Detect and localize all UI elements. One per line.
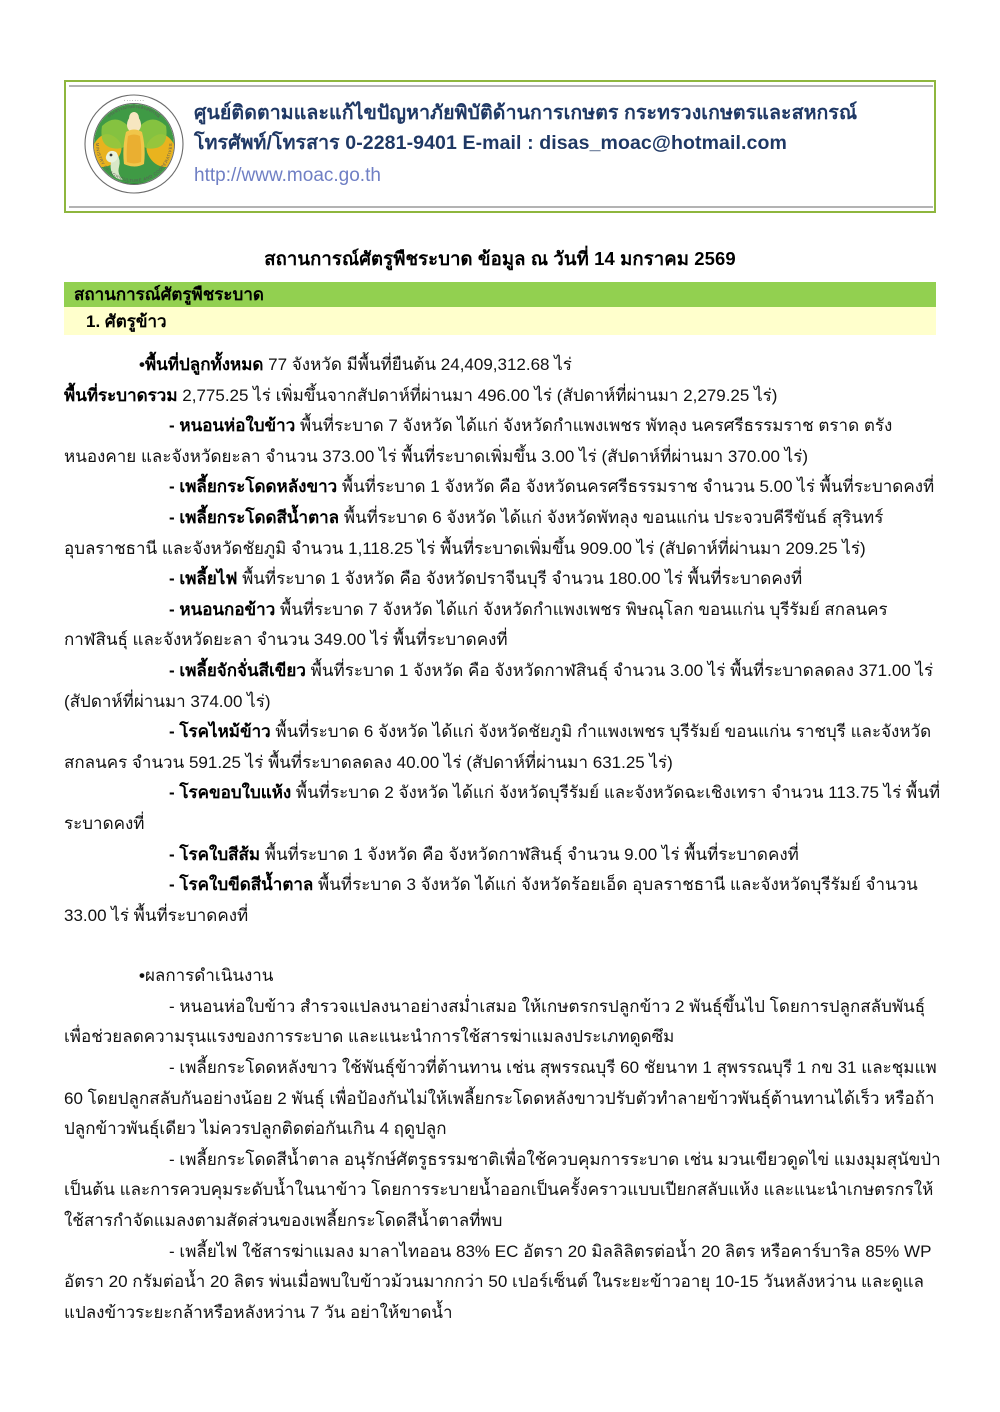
pest-detail: พื้นที่ระบาด 2 จังหวัด ได้แก่ จังหวัดบุรีรัมย์ และจังหวัดฉะเชิงเทรา จำนวน 113.75 ไร่ พื้นที่ระบาดคงที่ xyxy=(64,783,941,833)
pest-detail: พื้นที่ระบาด 6 จังหวัด ได้แก่ จังหวัดพัทลุง ขอนแก่น ประจวบคีรีขันธ์ สุรินทร์ อุบลราชธานี และจังหวัดชัยภูมิ จำนวน 1,118.25 ไร่ พื้นที่ระบาดเพิ่มขึ้น 909.00 ไร่ (สัปดาห์ที่ผ่านมา 209.25 ไร่) xyxy=(64,507,884,558)
letterhead-website-link[interactable]: http://www.moac.go.th xyxy=(194,165,381,186)
pest-detail: พื้นที่ระบาด 3 จังหวัด ได้แก่ จังหวัดร้อยเอ็ด อุบลราชธานี และจังหวัดบุรีรัมย์ จำนวน 33.00 ไร่ พื้นที่ระบาดคงที่ xyxy=(64,875,918,925)
pest-detail: พื้นที่ระบาด 1 จังหวัด คือ จังหวัดกาฬสินธุ์ จำนวน 9.00 ไร่ พื้นที่ระบาดคงที่ xyxy=(260,844,799,864)
document-body xyxy=(64,350,942,1328)
pest-name: - โรคขอบใบแห้ง xyxy=(169,783,292,803)
pest-entry xyxy=(64,717,942,778)
result-item: - หนอนห่อใบข้าว สำรวจแปลงนาอย่างสม่ำเสมอ ให้เกษตรกรปลูกข้าว 2 พันธุ์ขึ้นไป โดยการปลูกสลับพันธุ์ เพื่อช่วยลดความรุนแรงของการระบาด และแนะนำการใช้สารฆ่าแมลงประเภทดูดซึม xyxy=(64,996,926,1047)
pest-entry xyxy=(64,411,942,472)
pest-name: - หนอนกอข้าว xyxy=(169,599,276,619)
svg-text:กระทรวงเกษตรและสหกรณ์: กระทรวงเกษตรและสหกรณ์ xyxy=(106,103,162,119)
total-area-value: 77 จังหวัด มีพื้นที่ยืนต้น 24,409,312.68 ไร่ xyxy=(263,355,572,374)
total-area-paragraph xyxy=(64,350,942,381)
outbreak-total-value: 2,775.25 ไร่ เพิ่มขึ้นจากสัปดาห์ที่ผ่านมา 496.00 ไร่ (สัปดาห์ที่ผ่านมา 2,279.25 ไร่) xyxy=(177,385,778,405)
pest-name: - หนอนห่อใบข้าว xyxy=(169,416,296,436)
pest-name: - โรคใบสีส้ม xyxy=(169,844,261,864)
page-title: สถานการณ์ศัตรูพืชระบาด ข้อมูล ณ วันที่ 14 มกราคม 2569 xyxy=(264,248,736,269)
pest-name: - โรคไหม้ข้าว xyxy=(169,722,271,742)
bullet-marker: • xyxy=(139,966,145,986)
pest-entry xyxy=(64,472,942,503)
svg-text:· · · · · · · ·: · · · · · · · · xyxy=(124,98,144,103)
results-heading-label: ผลการดำเนินงาน xyxy=(144,966,274,986)
pest-detail: พื้นที่ระบาด 1 จังหวัด คือ จังหวัดกาฬสินธุ์ จำนวน 3.00 ไร่ พื้นที่ระบาดลดลง 371.00 ไร่ (สัปดาห์ที่ผ่านมา 374.00 ไร่) xyxy=(64,660,934,711)
pest-entry xyxy=(64,656,942,717)
results-heading xyxy=(64,961,942,992)
letterhead-center-name: ศูนย์ติดตามและแก้ไขปัญหาภัยพิบัติด้านการเกษตร กระทรวงเกษตรและสหกรณ์ xyxy=(194,102,858,124)
pest-detail: พื้นที่ระบาด 7 จังหวัด ได้แก่ จังหวัดกำแพงเพชร พิษณุโลก ขอนแก่น บุรีรัมย์ สกลนคร กาฬสินธุ์ และจังหวัดยะลา จำนวน 349.00 ไร่ พื้นที่ระบาดคงที่ xyxy=(64,599,888,650)
pest-entry xyxy=(64,503,942,564)
pest-detail: พื้นที่ระบาด 7 จังหวัด ได้แก่ จังหวัดกำแพงเพชร พัทลุง นครศรีธรรมราช ตราด ตรัง หนองคาย และจังหวัดยะลา จำนวน 373.00 ไร่ พื้นที่ระบาดเพิ่มขึ้น 3.00 ไร่ (สัปดาห์ที่ผ่านมา 370.00 ไร่) xyxy=(64,416,893,466)
pest-entry xyxy=(64,564,942,595)
subsection-header-label: 1. ศัตรูข้าว xyxy=(86,311,167,331)
pest-name: - เพลี้ยกระโดดสีน้ำตาล xyxy=(169,507,340,527)
logo-container xyxy=(74,88,194,196)
section-header-label: สถานการณ์ศัตรูพืชระบาด xyxy=(74,285,264,304)
pest-entry xyxy=(64,778,942,839)
pest-detail: พื้นที่ระบาด 1 จังหวัด คือ จังหวัดนครศรีธรรมราช จำนวน 5.00 ไร่ พื้นที่ระบาดคงที่ xyxy=(337,477,935,497)
letterhead-box xyxy=(64,80,936,213)
ministry-emblem-icon xyxy=(82,92,186,196)
pest-entry xyxy=(64,595,942,656)
pest-entry xyxy=(64,840,942,871)
pest-name: - เพลี้ยจักจั่นสีเขียว xyxy=(169,660,306,680)
pest-detail: พื้นที่ระบาด 6 จังหวัด ได้แก่ จังหวัดชัยภูมิ กำแพงเพชร บุรีรัมย์ ขอนแก่น ราชบุรี และจังหวัดสกลนคร จำนวน 591.25 ไร่ พื้นที่ระบาดลดลง 40.00 ไร่ (สัปดาห์ที่ผ่านมา 631.25 ไร่) xyxy=(64,722,932,772)
result-item: - เพลี้ยกระโดดสีน้ำตาล อนุรักษ์ศัตรูธรรมชาติเพื่อใช้ควบคุมการระบาด เช่น มวนเขียวดูดไข่ แมงมุมสุนัขป่า เป็นต้น และการควบคุมระดับน้ำในนาข้าว โดยการระบายน้ำออกเป็นครั้งคราวแบบเปียกสลับแห้ง และแนะนำเกษตรกรให้ใช้สารกำจัดแมลงตามสัดส่วนของเพลี้ยกระโดดสีน้ำตาลที่พบ xyxy=(64,1149,941,1231)
letterhead-contact: โทรศัพท์/โทรสาร 0-2281-9401 E-mail : disas_moac@hotmail.com xyxy=(194,132,787,154)
outbreak-total-label: พื้นที่ระบาดรวม xyxy=(64,385,178,405)
pest-name: - เพลี้ยกระโดดหลังขาว xyxy=(169,477,338,497)
outbreak-total-paragraph xyxy=(64,381,942,412)
pest-name: - โรคใบขีดสีน้ำตาล xyxy=(169,875,314,895)
svg-text:MINISTRY OF AGRICULTURE AND CO: MINISTRY OF AGRICULTURE AND COOPERATIVES xyxy=(94,142,174,184)
result-item: - เพลี้ยกระโดดหลังขาว ใช้พันธุ์ข้าวที่ต้านทาน เช่น สุพรรณบุรี 60 ชัยนาท 1 สุพรรณบุรี 1 กข 31 และชุมแพ 60 โดยปลูกสลับกันอย่างน้อย 2 พันธุ์ เพื่อป้องกันไม่ให้เพลี้ยกระโดดหลังขาวปรับตัวทำลายข้าวพันธุ์ต้านทานได้เร็ว หรือถ้าปลูกข้าวพันธุ์เดียว ไม่ควรปลูกติดต่อกันเกิน 4 ฤดูปลูก xyxy=(64,1058,937,1139)
pest-entry xyxy=(64,870,942,931)
total-area-label: พื้นที่ปลูกทั้งหมด xyxy=(144,355,264,374)
section-header-bar xyxy=(64,282,936,307)
pest-name: - เพลี้ยไฟ xyxy=(169,569,238,589)
bullet-marker: • xyxy=(139,355,145,374)
subsection-header-band xyxy=(64,307,936,335)
result-item: - เพลี้ยไฟ ใช้สารฆ่าแมลง มาลาไทออน 83% EC อัตรา 20 มิลลิลิตรต่อน้ำ 20 ลิตร หรือคาร์บาริล 85% WP อัตรา 20 กรัมต่อน้ำ 20 ลิตร พ่นเมื่อพบใบข้าวม้วนมากกว่า 50 เปอร์เซ็นต์ ในระยะข้าวอายุ 10-15 วันหลังหว่าน และดูแลแปลงข้าวระยะกล้าหรือหลังหว่าน 7 วัน อย่าให้ขาดน้ำ xyxy=(64,1241,932,1322)
pest-detail: พื้นที่ระบาด 1 จังหวัด คือ จังหวัดปราจีนบุรี จำนวน 180.00 ไร่ พื้นที่ระบาดคงที่ xyxy=(237,569,803,589)
